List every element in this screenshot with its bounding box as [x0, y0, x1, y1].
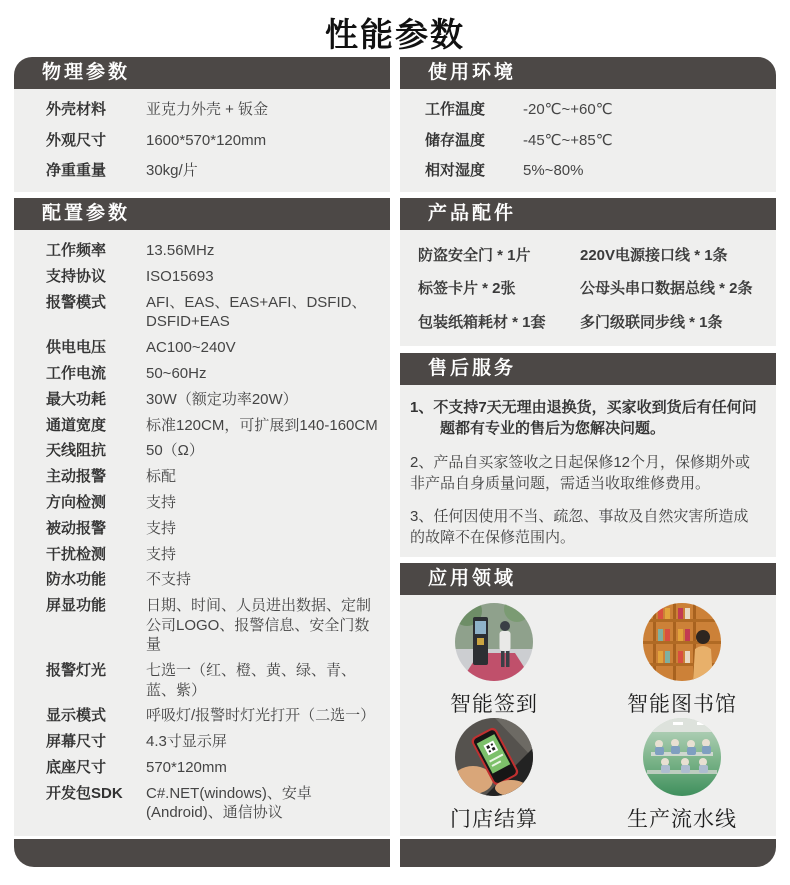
left-column: [14, 57, 390, 867]
spec-value: C#.NET(windows)、安卓(Android)、通信协议: [146, 784, 312, 822]
spec-label: 屏显功能: [46, 597, 107, 615]
spec-row: [14, 784, 390, 823]
spec-value: 13.56MHz: [146, 242, 215, 260]
spec-row: [14, 100, 390, 120]
spec-label: 底座尺寸: [46, 758, 107, 776]
application-production-line: [627, 718, 737, 833]
spec-label: 屏幕尺寸: [46, 733, 107, 751]
environment-panel: [400, 89, 776, 192]
application-store-checkout: [450, 718, 538, 833]
spec-label: 工作温度: [425, 101, 486, 119]
spec-value: AFI、EAS、EAS+AFI、DSFID、DSFID+EAS: [146, 293, 367, 331]
spec-row: [14, 293, 390, 332]
spec-row: [14, 441, 390, 461]
spec-label: 显示模式: [46, 707, 107, 725]
accessory-row: [400, 244, 776, 265]
spec-value: 亚克力外壳 + 钣金: [146, 101, 269, 119]
spec-row: [14, 267, 390, 287]
spec-label: 干扰检测: [46, 545, 107, 563]
config-params-panel: [14, 230, 390, 836]
application-label: 生产流水线: [627, 808, 737, 831]
accessories-panel: [400, 230, 776, 346]
spec-value: 呼吸灯/报警时灯光打开（二选一）: [146, 707, 376, 725]
spec-value: 支持: [146, 519, 177, 537]
application-smart-library: [627, 603, 737, 718]
spec-row: [14, 706, 390, 726]
section-gap: [400, 346, 776, 353]
right-column: [400, 57, 776, 867]
spec-value: 支持: [146, 545, 177, 563]
physical-params-panel: [14, 89, 390, 192]
accessory-row: [400, 311, 776, 332]
spec-label: 被动报警: [46, 519, 107, 537]
spec-label: 最大功耗: [46, 390, 107, 408]
accessory-item: 包装纸箱耗材 * 1套: [418, 313, 546, 331]
left-footer-bar: [14, 839, 390, 867]
spec-label: 报警模式: [46, 293, 107, 311]
applications-panel: [400, 595, 776, 836]
spec-label: 通道宽度: [46, 416, 107, 434]
section-header-applications: 应用领域: [400, 563, 776, 595]
spec-row: [14, 570, 390, 590]
accessory-row: [400, 277, 776, 298]
production-line-photo: [643, 718, 721, 796]
spec-value: 5%~80%: [523, 162, 584, 180]
spec-value: 1600*570*120mm: [146, 131, 267, 149]
section-header-environment: 使用环境: [400, 57, 776, 89]
spec-row: [14, 241, 390, 261]
spec-label: 报警灯光: [46, 662, 107, 680]
spec-row: [14, 416, 390, 436]
spec-label: 外壳材料: [46, 101, 107, 119]
application-smart-checkin: [450, 603, 538, 718]
spec-label: 外观尺寸: [46, 131, 107, 149]
spec-label: 净重重量: [46, 162, 107, 180]
right-footer-bar: [400, 839, 776, 867]
spec-value: 日期、时间、人员进出数据、定制公司LOGO、报警信息、安全门数量: [146, 597, 372, 654]
spec-row: [14, 364, 390, 384]
spec-value: AC100~240V: [146, 339, 236, 357]
spec-label: 开发包SDK: [46, 784, 123, 802]
spec-value: 30W（额定功率20W）: [146, 390, 298, 408]
spec-label: 工作频率: [46, 242, 107, 260]
application-label: 门店结算: [450, 808, 538, 831]
after-sales-item: 1、不支持7天无理由退换货，买家收到货后有任何问题都有专业的售后为您解决问题。: [410, 399, 757, 438]
section-header-accessories: 产品配件: [400, 198, 776, 230]
spec-row: [14, 758, 390, 778]
spec-row: [14, 467, 390, 487]
application-label: 智能签到: [450, 693, 538, 716]
spec-value: 4.3寸显示屏: [146, 733, 227, 751]
content-columns: [0, 57, 790, 867]
spec-value: 标配: [146, 468, 177, 486]
accessory-item: 220V电源接口线 * 1条: [580, 247, 728, 265]
spec-row: [14, 732, 390, 752]
spec-value: -45℃~+85℃: [523, 131, 613, 149]
spec-label: 工作电流: [46, 364, 107, 382]
spec-value: 支持: [146, 493, 177, 511]
spec-value: ISO15693: [146, 267, 214, 285]
spec-value: 不支持: [146, 571, 192, 589]
accessory-item: 公母头串口数据总线 * 2条: [580, 280, 753, 298]
spec-row: [400, 161, 776, 181]
spec-value: 标准120CM，可扩展到140-160CM: [146, 416, 378, 434]
spec-label: 支持协议: [46, 267, 107, 285]
section-header-physical: 物理参数: [14, 57, 390, 89]
spec-row: [14, 493, 390, 513]
spec-value: 570*120mm: [146, 758, 227, 776]
spec-row: [14, 161, 390, 181]
accessory-item: 多门级联同步线 * 1条: [580, 313, 723, 331]
accessory-item: 标签卡片 * 2张: [418, 280, 516, 298]
spec-row: [14, 661, 390, 700]
spec-row: [14, 596, 390, 655]
spec-row: [14, 338, 390, 358]
spec-value: -20℃~+60℃: [523, 101, 613, 119]
section-header-config: 配置参数: [14, 198, 390, 230]
after-sales-item: 2、产品自买家签收之日起保修12个月，保修期外或非产品自身质量问题，需适当收取维修费用。: [410, 453, 751, 492]
spec-label: 方向检测: [46, 493, 107, 511]
spec-label: 天线阻抗: [46, 442, 107, 460]
spec-value: 30kg/片: [146, 162, 198, 180]
spec-row: [14, 545, 390, 565]
spec-value: 七选一（红、橙、黄、绿、青、蓝、紫）: [146, 662, 357, 699]
store-checkout-photo: [455, 718, 533, 796]
spec-label: 防水功能: [46, 571, 107, 589]
accessory-item: 防盗安全门 * 1片: [418, 247, 531, 265]
spec-value: 50（Ω）: [146, 442, 204, 460]
application-label: 智能图书馆: [627, 693, 737, 716]
spec-row: [14, 390, 390, 410]
smart-library-photo: [643, 603, 721, 681]
spec-label: 主动报警: [46, 468, 107, 486]
after-sales-panel: [400, 385, 776, 557]
spec-label: 储存温度: [425, 131, 486, 149]
spec-row: [14, 519, 390, 539]
spec-value: 50~60Hz: [146, 364, 207, 382]
spec-row: [14, 131, 390, 151]
section-header-after-sales: 售后服务: [400, 353, 776, 385]
spec-row: [400, 100, 776, 120]
smart-checkin-photo: [455, 603, 533, 681]
spec-row: [400, 131, 776, 151]
after-sales-item: 3、任何因使用不当、疏忽、事故及自然灾害所造成的故障不在保修范围内。: [410, 508, 749, 547]
spec-label: 供电电压: [46, 339, 107, 357]
spec-label: 相对湿度: [425, 162, 486, 180]
page-title: 性能参数: [325, 16, 465, 53]
